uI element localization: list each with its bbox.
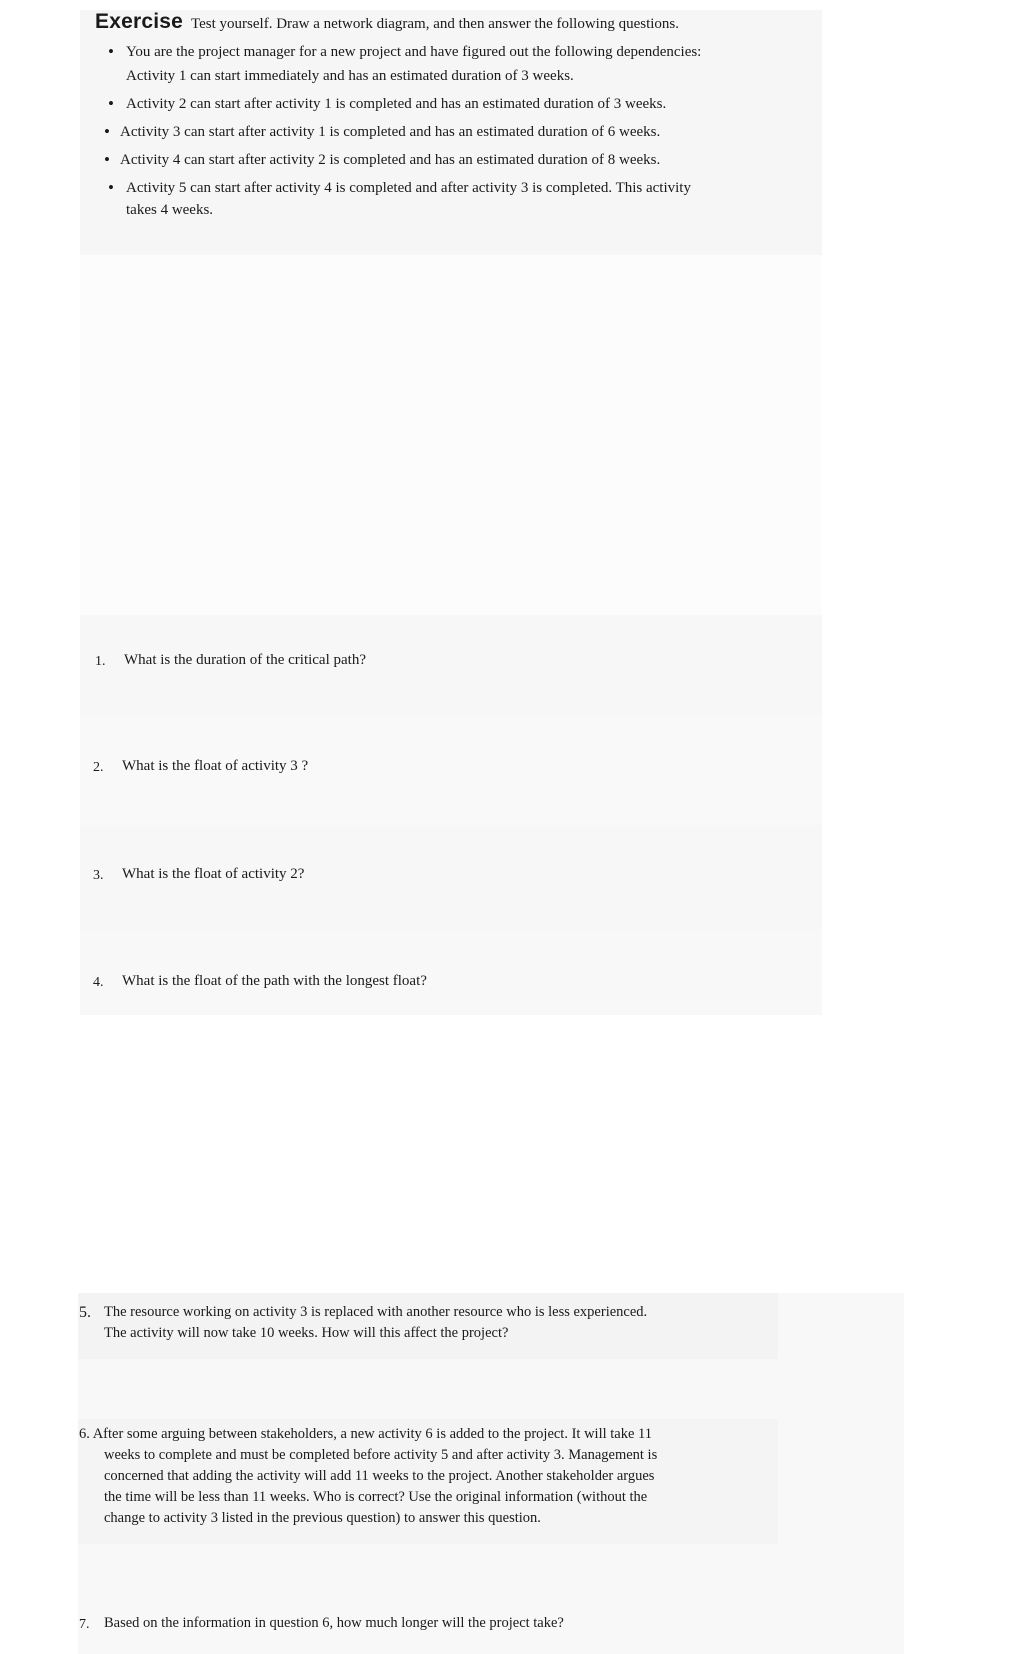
question-6-line-1: 6. After some arguing between stakeholders, a new activity 6 is added to the project. It will take 11 [79, 1426, 652, 1442]
bullet-1-line-2: Activity 1 can start immediately and has an estimated duration of 3 weeks. [126, 68, 574, 84]
bullet-4-line-1: Activity 4 can start after activity 2 is completed and has an estimated duration of 8 weeks. [120, 152, 661, 168]
question-1-number: 1. [95, 654, 106, 669]
bullet-icon: • [108, 94, 114, 113]
exercise-heading [95, 10, 679, 34]
question-6-line-3: concerned that adding the activity will add 11 weeks to the project. Another stakeholder argues [104, 1468, 655, 1484]
question-3-number: 3. [93, 868, 104, 883]
question-7-text: Based on the information in question 6, how much longer will the project take? [104, 1615, 564, 1631]
exercise-label: Exercise [95, 10, 184, 33]
exercise-instructions: Test yourself. Draw a network diagram, and then answer the following questions. [191, 16, 680, 32]
question-2-text: What is the float of activity 3 ? [122, 758, 309, 774]
question-6-line-5: change to activity 3 listed in the previous question) to answer this question. [104, 1510, 541, 1526]
question-6-line-2: weeks to complete and must be completed before activity 5 and after activity 3. Management is [104, 1447, 658, 1463]
bullet-1-line-1: You are the project manager for a new project and have figured out the following dependencies: [126, 44, 702, 60]
bullet-5-line-1: Activity 5 can start after activity 4 is completed and after activity 3 is completed. This activity [126, 180, 691, 196]
bullet-icon: • [108, 178, 114, 197]
bullet-5-line-2: takes 4 weeks. [126, 202, 214, 218]
question-7-number: 7. [79, 1617, 90, 1632]
question-5-line-1: The resource working on activity 3 is replaced with another resource who is less experienced. [104, 1304, 648, 1320]
bullet-icon: • [104, 122, 110, 141]
question-5-line-2: The activity will now take 10 weeks. How will this affect the project? [104, 1325, 509, 1341]
bullet-icon: • [108, 42, 114, 61]
question-4-text: What is the float of the path with the longest float? [122, 973, 427, 989]
bullet-2-line-1: Activity 2 can start after activity 1 is completed and has an estimated duration of 3 weeks. [126, 96, 667, 112]
question-2-number: 2. [93, 760, 104, 775]
question-6-line-4: the time will be less than 11 weeks. Who is correct? Use the original information (without the [104, 1489, 648, 1505]
question-5-number: 5. [79, 1304, 91, 1321]
question-3-text: What is the float of activity 2? [122, 866, 305, 882]
question-4-number: 4. [93, 975, 104, 990]
bullet-icon: • [104, 150, 110, 169]
question-1-text: What is the duration of the critical path? [124, 652, 366, 668]
diagram-drawing-area [80, 255, 822, 615]
bullet-3-line-1: Activity 3 can start after activity 1 is completed and has an estimated duration of 6 weeks. [120, 124, 661, 140]
